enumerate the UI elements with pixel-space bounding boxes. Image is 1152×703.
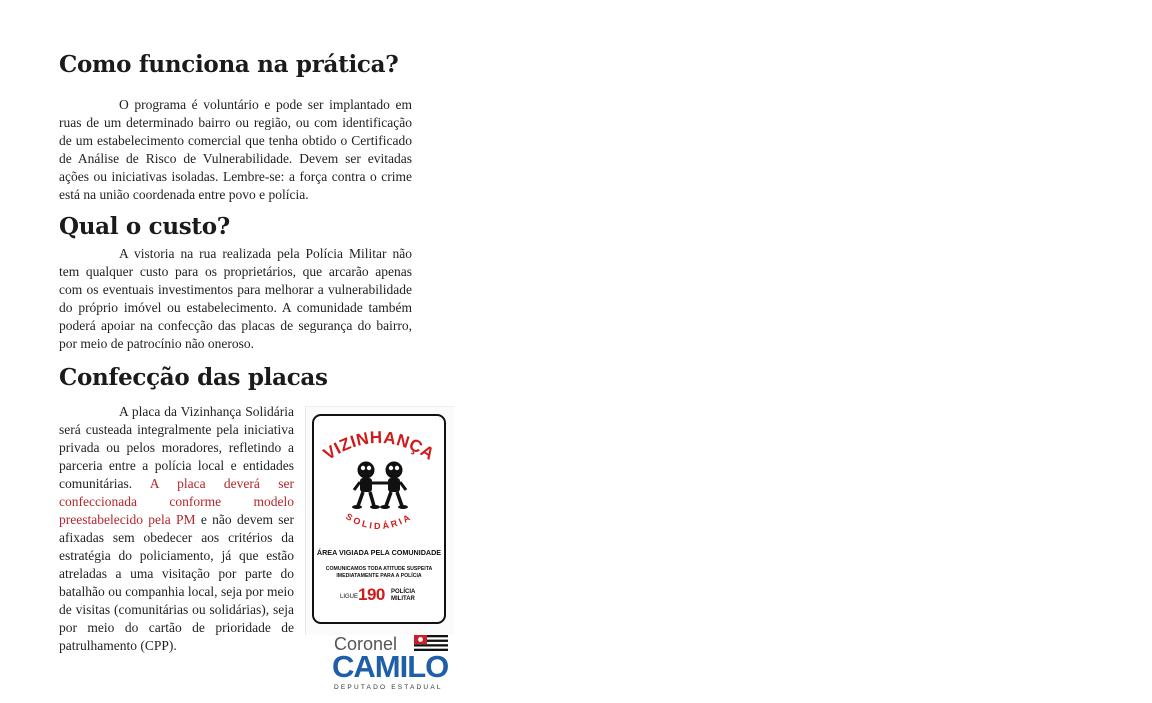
people-icon	[352, 462, 408, 509]
sign-subtitle	[344, 511, 414, 531]
placas-text-start: A placa da Vizinhança Solidária será custeada integralmente pela iniciativa privada ou pelos moradores, refletindo a parceria entre a polícia local e entidades comunitárias.	[59, 404, 294, 491]
paragraph-como-funciona: O programa é voluntário e pode ser implantado em ruas de um determinado bairro ou região, ou com identificação de um estabelecimento comercial que tenha obtido o Certificado de Análise de Risco de Vulnerabilidade. Devem ser evitadas ações ou iniciativas isoladas. Lembre-se: a força contra o crime está na união coordenada entre povo e polícia.	[59, 97, 412, 202]
vizinhanca-solidaria-sign	[312, 414, 446, 624]
paragraph-confeccao-placas	[59, 403, 294, 655]
paragraph-qual-custo: A vistoria na rua realizada pela Polícia Militar não tem qualquer custo para os proprietários, que arcarão apenas com os eventuais investimentos para melhorar a vulnerabilidade do próprio imóvel ou estabelecimento. A comunidade também poderá apoiar na confecção das placas de segurança do bairro, por meio de patrocínio não oneroso.	[59, 246, 412, 351]
sign-ligue-text: LIGUE	[340, 594, 359, 600]
coronel-camilo-logo	[330, 632, 455, 694]
logo-camilo-text: CAMILO	[332, 649, 449, 684]
heading-confeccao-placas: Confecção das placas	[59, 364, 328, 391]
sign-title	[320, 428, 438, 464]
sign-title-path: VIZINHANÇA	[319, 427, 439, 464]
placas-text-end: e não devem ser afixadas sem obedecer aos critérios da estratégia do policiamento, já que estão atreladas a uma visitação por parte do batalhão ou companhia local, seja por meio de visitas (comunitárias ou solidárias), seja por meio do cartão de prioridade de patrulhamento (CPP).	[59, 512, 294, 653]
sign-emergency-number: 190	[358, 585, 385, 604]
logo-deputado-text: DEPUTADO ESTADUAL	[334, 684, 443, 691]
sign-subtitle-path: SOLIDÁRIA	[344, 511, 414, 532]
sign-notice-text: COMUNICAMOS TODA ATITUDE SUSPEITA IMEDIATAMENTE PARA A POLÍCIA	[325, 566, 433, 579]
logo-coronel-text: Coronel	[334, 634, 398, 654]
sign-police-text: POLÍCIA MILITAR	[391, 589, 416, 602]
placas-text-highlight: A placa deverá ser confeccionada conforme modelo preestabelecido pela PM	[59, 476, 294, 527]
heading-como-funciona: Como funciona na prática?	[59, 51, 399, 78]
heading-qual-custo: Qual o custo?	[59, 213, 230, 240]
sign-area-text: ÁREA VIGIADA PELA COMUNIDADE	[316, 548, 442, 557]
